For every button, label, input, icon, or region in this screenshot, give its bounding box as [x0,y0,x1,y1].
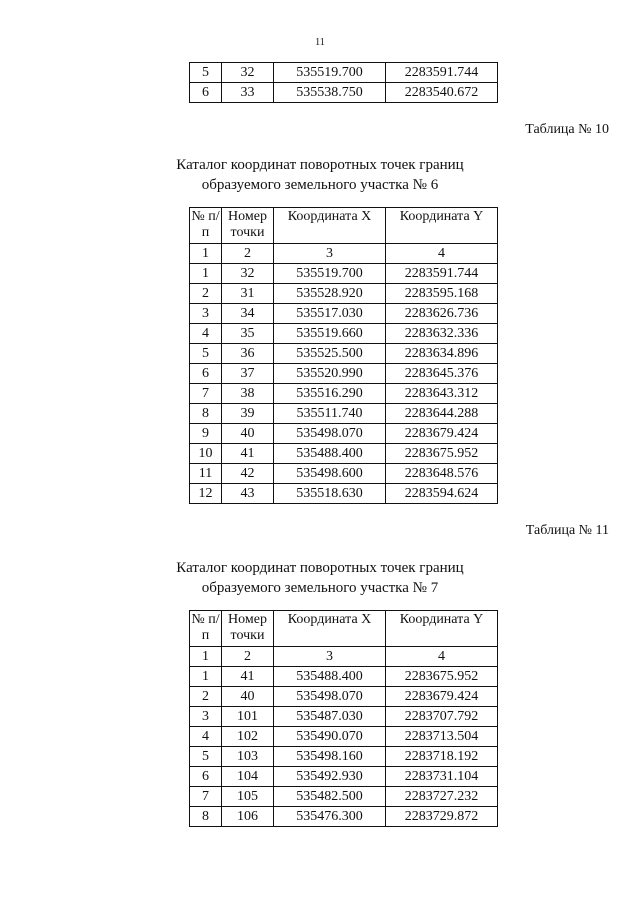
row-number-cell: 8 [190,404,222,424]
table-row [190,687,498,707]
table-row [190,464,498,484]
point-number-cell: 33 [222,83,274,103]
point-number-cell: 101 [222,707,274,727]
column-index: 3 [274,244,386,264]
coordinate-x-cell: 535490.070 [274,727,386,747]
table-11-label: Таблица № 11 [525,523,609,538]
row-number-cell: 1 [190,264,222,284]
coordinate-y-cell: 2283540.672 [386,83,498,103]
column-index: 1 [190,647,222,667]
header-coordinate-y: Координата Y [386,208,498,244]
header-coordinate-x: Координата X [274,611,386,647]
table-row [190,364,498,384]
column-index-row [190,647,498,667]
coordinate-x-cell: 535476.300 [274,807,386,827]
point-number-cell: 41 [222,444,274,464]
coordinate-y-cell: 2283632.336 [386,324,498,344]
table-row [190,667,498,687]
coordinate-y-cell: 2283718.192 [386,747,498,767]
header-number: № п/п [190,611,222,647]
table-header-row [190,611,498,647]
coordinate-y-cell: 2283707.792 [386,707,498,727]
row-number-cell: 6 [190,364,222,384]
coordinate-y-cell: 2283591.744 [386,264,498,284]
point-number-cell: 42 [222,464,274,484]
point-number-cell: 102 [222,727,274,747]
coordinate-x-cell: 535538.750 [274,83,386,103]
row-number-cell: 8 [190,807,222,827]
point-number-cell: 43 [222,484,274,504]
point-number-cell: 37 [222,364,274,384]
table-row [190,384,498,404]
coordinates-table-plot-6 [189,207,498,504]
header-point-number: Номер точки [222,208,274,244]
point-number-cell: 32 [222,63,274,83]
coordinate-x-cell: 535498.600 [274,464,386,484]
table-row [190,727,498,747]
point-number-cell: 36 [222,344,274,364]
row-number-cell: 6 [190,767,222,787]
coordinate-x-cell: 535511.740 [274,404,386,424]
coordinate-y-cell: 2283727.232 [386,787,498,807]
coordinate-x-cell: 535517.030 [274,304,386,324]
point-number-cell: 31 [222,284,274,304]
header-number: № п/п [190,208,222,244]
point-number-cell: 103 [222,747,274,767]
row-number-cell: 4 [190,727,222,747]
coordinate-x-cell: 535519.660 [274,324,386,344]
row-number-cell: 4 [190,324,222,344]
row-number-cell: 12 [190,484,222,504]
coordinate-x-cell: 535528.920 [274,284,386,304]
table-row [190,424,498,444]
coordinate-x-cell: 535520.990 [274,364,386,384]
coordinate-y-cell: 2283679.424 [386,424,498,444]
row-number-cell: 5 [190,344,222,364]
coordinate-x-cell: 535525.500 [274,344,386,364]
table-header-row [190,208,498,244]
row-number-cell: 1 [190,667,222,687]
point-number-cell: 105 [222,787,274,807]
row-number-cell: 9 [190,424,222,444]
table-row [190,264,498,284]
table-10-label: Таблица № 10 [525,122,609,137]
coordinate-x-cell: 535519.700 [274,63,386,83]
table-row [190,304,498,324]
table-row [190,324,498,344]
coordinate-y-cell: 2283643.312 [386,384,498,404]
table-10-caption-line2: образуемого земельного участка № 6 [201,177,439,193]
coordinate-x-cell: 535487.030 [274,707,386,727]
row-number-cell: 3 [190,707,222,727]
coordinate-x-cell: 535519.700 [274,264,386,284]
coordinate-y-cell: 2283729.872 [386,807,498,827]
coordinate-x-cell: 535488.400 [274,667,386,687]
row-number-cell: 2 [190,687,222,707]
column-index: 3 [274,647,386,667]
coordinate-y-cell: 2283591.744 [386,63,498,83]
coordinate-x-cell: 535498.070 [274,424,386,444]
coordinate-y-cell: 2283626.736 [386,304,498,324]
column-index: 4 [386,244,498,264]
coordinate-x-cell: 535516.290 [274,384,386,404]
coordinate-y-cell: 2283644.288 [386,404,498,424]
table-11-caption-line1: Каталог координат поворотных точек границ [176,560,464,576]
coordinates-table-plot-7 [189,610,498,827]
point-number-cell: 40 [222,424,274,444]
table-row [190,747,498,767]
row-number-cell: 11 [190,464,222,484]
table-row [190,707,498,727]
coordinate-x-cell: 535482.500 [274,787,386,807]
row-number-cell: 7 [190,787,222,807]
column-index-row [190,244,498,264]
row-number-cell: 2 [190,284,222,304]
table-row [190,787,498,807]
coordinate-y-cell: 2283731.104 [386,767,498,787]
row-number-cell: 7 [190,384,222,404]
table-10-caption-line1: Каталог координат поворотных точек границ [176,157,464,173]
table-11-body [190,667,498,827]
point-number-cell: 106 [222,807,274,827]
table-row [190,83,498,103]
row-number-cell: 5 [190,63,222,83]
coordinate-y-cell: 2283645.376 [386,364,498,384]
table-10-body [190,264,498,504]
point-number-cell: 104 [222,767,274,787]
row-number-cell: 10 [190,444,222,464]
table-11-caption-line2: образуемого земельного участка № 7 [201,580,439,596]
coordinate-y-cell: 2283594.624 [386,484,498,504]
coordinate-x-cell: 535492.930 [274,767,386,787]
coordinate-y-cell: 2283675.952 [386,667,498,687]
coordinate-y-cell: 2283713.504 [386,727,498,747]
point-number-cell: 38 [222,384,274,404]
coordinate-y-cell: 2283648.576 [386,464,498,484]
table-row [190,344,498,364]
header-point-number: Номер точки [222,611,274,647]
table-row [190,767,498,787]
row-number-cell: 5 [190,747,222,767]
row-number-cell: 6 [190,83,222,103]
continuation-table [189,62,498,103]
row-number-cell: 3 [190,304,222,324]
table-row [190,484,498,504]
table-row [190,444,498,464]
coordinate-x-cell: 535518.630 [274,484,386,504]
coordinate-y-cell: 2283675.952 [386,444,498,464]
column-index: 4 [386,647,498,667]
point-number-cell: 40 [222,687,274,707]
point-number-cell: 32 [222,264,274,284]
table-row [190,404,498,424]
coordinate-x-cell: 535498.160 [274,747,386,767]
table-row [190,63,498,83]
point-number-cell: 41 [222,667,274,687]
column-index: 1 [190,244,222,264]
column-index: 2 [222,647,274,667]
continuation-table-body [190,63,498,103]
table-row [190,284,498,304]
point-number-cell: 39 [222,404,274,424]
column-index: 2 [222,244,274,264]
point-number-cell: 35 [222,324,274,344]
coordinate-x-cell: 535498.070 [274,687,386,707]
header-coordinate-y: Координата Y [386,611,498,647]
coordinate-y-cell: 2283595.168 [386,284,498,304]
header-coordinate-x: Координата X [274,208,386,244]
point-number-cell: 34 [222,304,274,324]
coordinate-y-cell: 2283679.424 [386,687,498,707]
coordinate-x-cell: 535488.400 [274,444,386,464]
page-number: 11 [315,37,325,48]
coordinate-y-cell: 2283634.896 [386,344,498,364]
table-row [190,807,498,827]
